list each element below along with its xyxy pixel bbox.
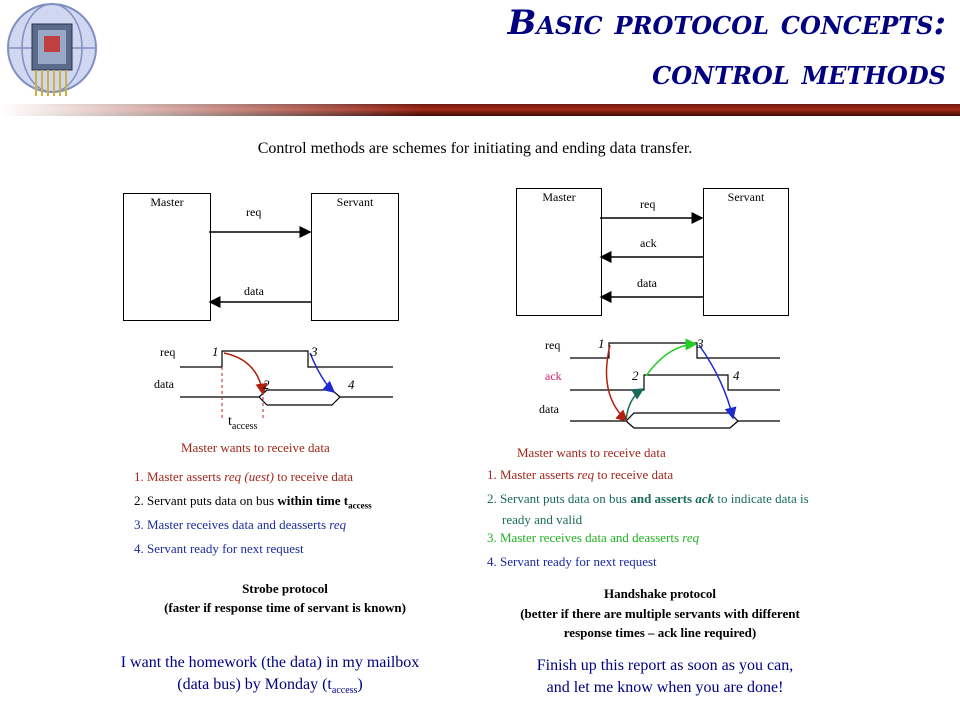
strobe-data-waveform-top — [180, 390, 393, 397]
strobe-taccess-label: $t_{access}$ — [228, 414, 258, 432]
handshake-step1-text: 1. Master asserts req to receive data — [487, 467, 674, 482]
strobe-timing-data-label: data — [154, 377, 174, 391]
strobe-step4-marker: 4 — [348, 377, 355, 392]
handshake-ack-label: ack — [640, 236, 657, 250]
handshake-step2-text-line2: ready and valid — [502, 512, 583, 527]
handshake-step3-marker: 3 — [697, 336, 704, 351]
strobe-analogy-line1: I want the homework (the data) in my mailbox — [120, 654, 420, 671]
intro-text: Control methods are schemes for initiating and ending data transfer. — [257, 140, 693, 157]
strobe-step1-arrow — [224, 353, 263, 394]
handshake-step3-text: 3. Master receives data and deasserts req — [487, 530, 700, 545]
handshake-step2-arrow — [626, 389, 643, 421]
handshake-timing-req-label: req — [545, 338, 561, 352]
strobe-step1-text: 1. Master asserts req (uest) to receive data — [134, 469, 354, 484]
slide-title-line1: Basic protocol concepts: — [507, 3, 946, 43]
strobe-heading: Master wants to receive data — [181, 440, 330, 455]
handshake-master-label: Master — [542, 190, 576, 204]
strobe-step2-text: 2. Servant puts data on bus within time $t_{access}$ — [134, 493, 372, 511]
handshake-data-waveform-bottom — [626, 421, 738, 428]
strobe-step3-text: 3. Master receives data and deasserts req — [134, 517, 347, 532]
handshake-data-waveform-top — [570, 413, 780, 421]
handshake-timing-ack-label: ack — [545, 369, 562, 383]
strobe-data-waveform-bottom — [259, 397, 340, 405]
handshake-timing-data-label: data — [539, 402, 559, 416]
handshake-req-label: req — [640, 197, 656, 211]
handshake-heading: Master wants to receive data — [517, 445, 666, 460]
strobe-step4-text: 4. Servant ready for next request — [134, 541, 304, 556]
handshake-step4-text: 4. Servant ready for next request — [487, 554, 657, 569]
handshake-protocol-name: Handshake protocol — [603, 586, 717, 601]
strobe-master-label: Master — [150, 195, 184, 209]
handshake-protocol-note-line2: response times – ack line required) — [563, 625, 757, 640]
handshake-data-label: data — [637, 276, 657, 290]
handshake-step3-arrow — [646, 344, 696, 376]
strobe-step3-marker: 3 — [311, 344, 318, 359]
strobe-timing-req-label: req — [160, 345, 176, 359]
strobe-analogy-line2: (data bus) by Monday $(t_{access})$ — [177, 676, 363, 697]
handshake-protocol-note-line1: (better if there are multiple servants with different — [520, 606, 800, 621]
handshake-analogy-line2: and let me know when you are done! — [546, 679, 784, 696]
slide-title-line2: control methods — [652, 53, 946, 93]
strobe-servant-label: Servant — [336, 195, 374, 209]
handshake-step2-text: 2. Servant puts data on bus and asserts ack to indicate data is — [487, 491, 809, 506]
handshake-analogy-line1: Finish up this report as soon as you can, — [536, 657, 794, 674]
strobe-protocol-name: Strobe protocol — [242, 581, 328, 596]
strobe-data-label: data — [244, 284, 264, 298]
strobe-step2-marker: 2 — [263, 377, 270, 392]
strobe-req-label: req — [246, 205, 262, 219]
handshake-step2-marker: 2 — [632, 368, 639, 383]
handshake-ack-waveform — [570, 375, 780, 390]
strobe-protocol-note: (faster if response time of servant is known) — [164, 600, 406, 615]
handshake-step1-marker: 1 — [598, 336, 605, 351]
handshake-step4-marker: 4 — [733, 368, 740, 383]
strobe-step1-marker: 1 — [212, 344, 219, 359]
handshake-servant-label: Servant — [727, 190, 765, 204]
